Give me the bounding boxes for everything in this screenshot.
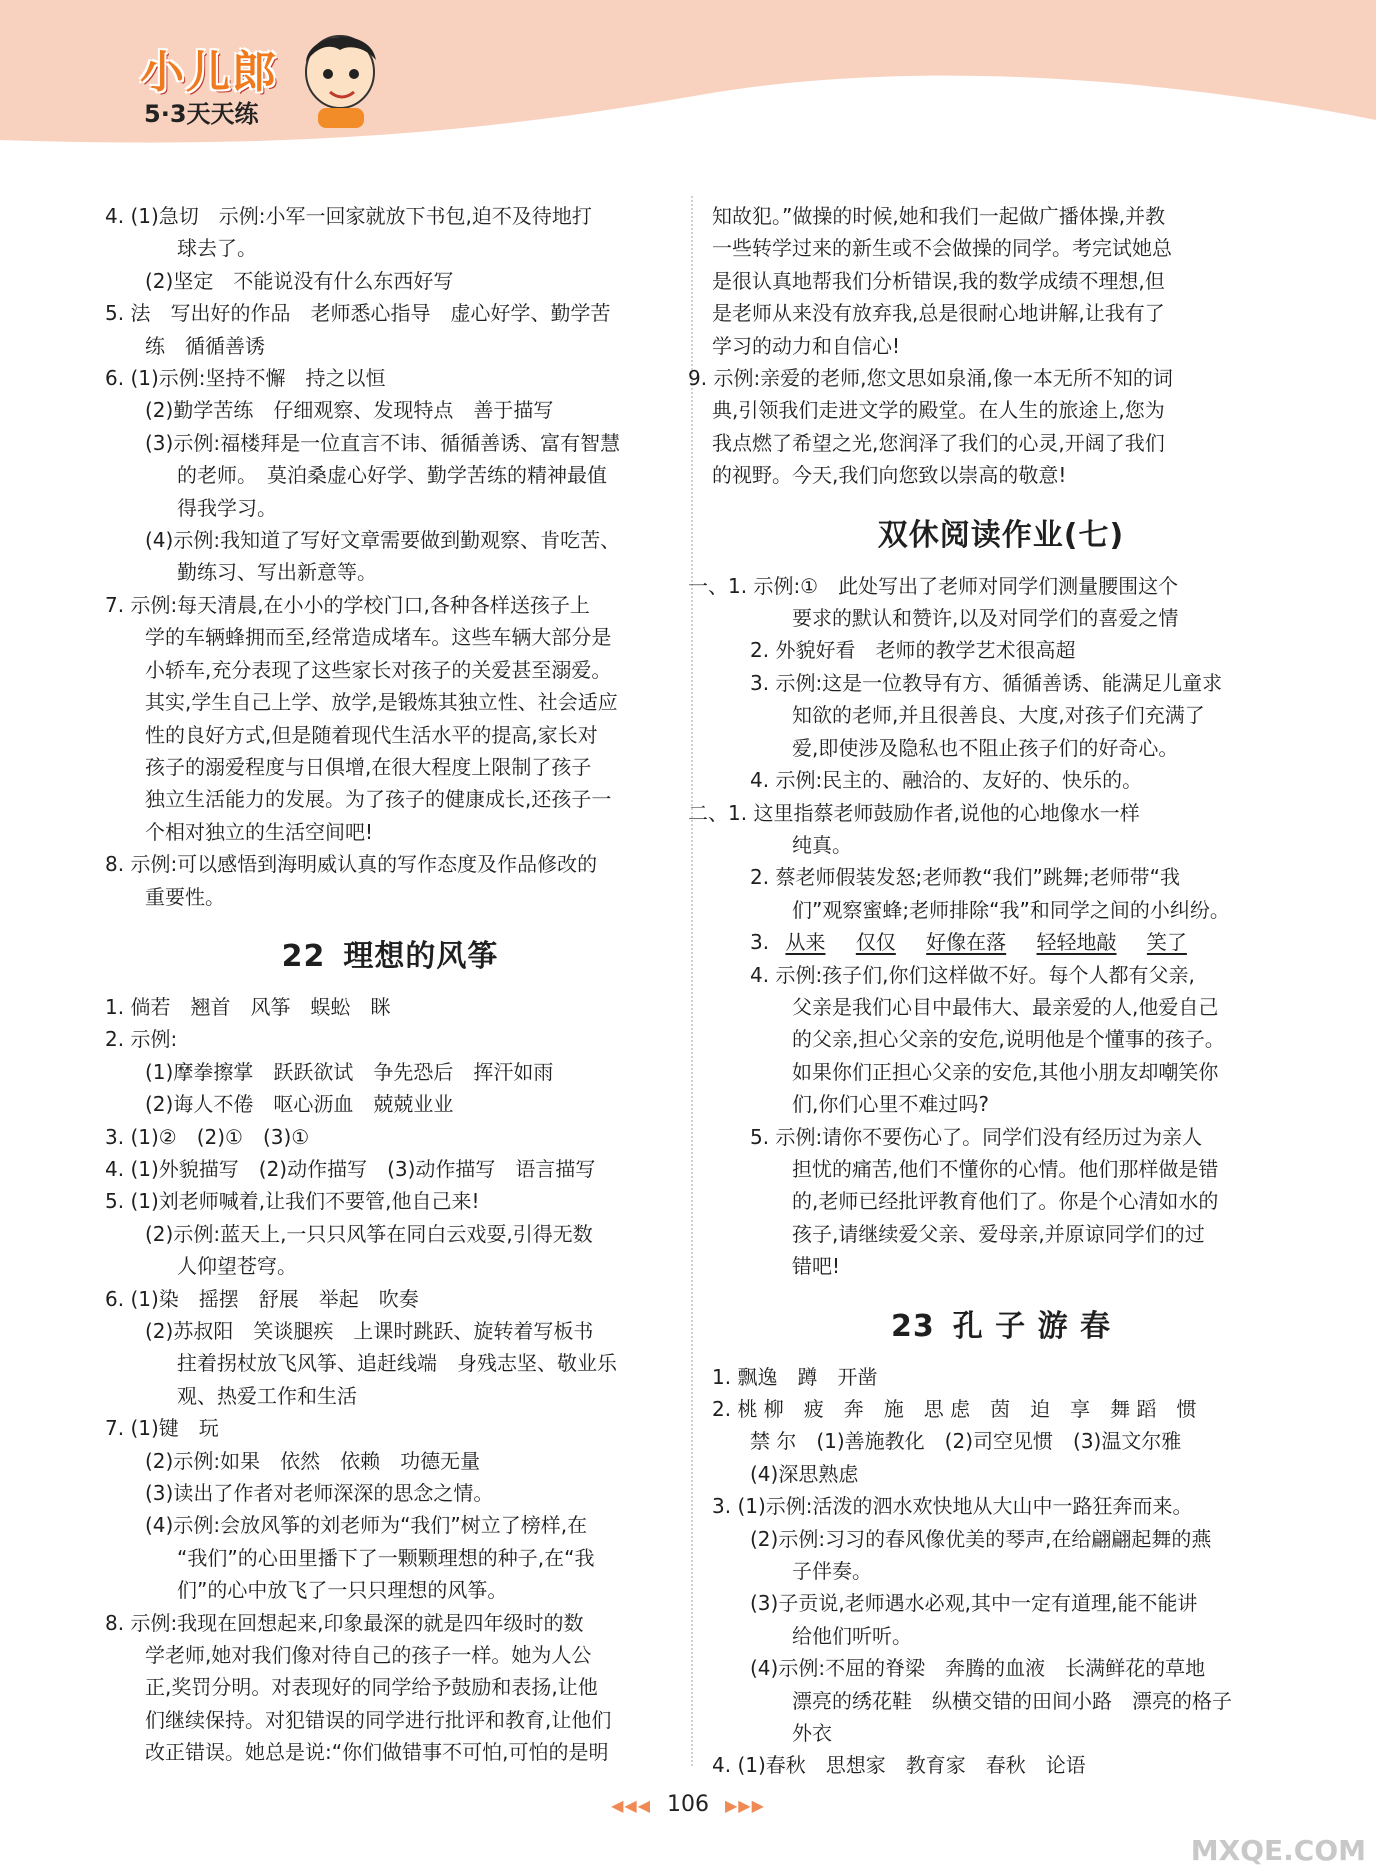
answer-4 [105,200,675,297]
answer-line: 们,你们心里不难过吗? [792,1092,989,1117]
answer-line: 4. (1)外貌描写 (2)动作描写 (3)动作描写 语言描写 [105,1156,596,1181]
answer-line: 4. 示例:孩子们,你们这样做不好。每个人都有父亲, [750,962,1195,987]
answer-8 [105,848,675,913]
answer-line: 们继续保持。对犯错误的同学进行批评和教育,让他们 [145,1707,612,1732]
answer-line: 担忧的痛苦,他们不懂你的心情。他们那样做是错 [792,1156,1219,1181]
answer-line: 练 循循善诱 [145,333,265,358]
answer-line: 父亲是我们心目中最伟大、最亲爱的人,他爱自己 [792,994,1219,1019]
mascot-boy-icon [290,20,390,130]
page-footer [0,1792,1376,1817]
answer-line: 7. (1)键 玩 [105,1416,219,1441]
answer-line: 5. (1)刘老师喊着,让我们不要管,他自己来! [105,1189,480,1214]
answer-line: 一些转学过来的新生或不会做操的同学。考完试她总 [712,236,1172,261]
answer-line: (3)子贡说,老师遇水必观,其中一定有道理,能不能讲 [750,1591,1198,1616]
answer-line: 观、热爱工作和生活 [177,1383,357,1408]
answer-number: 3. [750,930,770,955]
answer-line: 孩子,请继续爱父亲、爱母亲,并原谅同学们的过 [792,1221,1205,1246]
section-number: 22 [281,938,326,974]
answer-8 [105,1607,675,1769]
answer-line: (4)示例:会放风筝的刘老师为“我们”树立了榜样,在 [145,1513,588,1538]
answer-line: (4)示例:我知道了写好文章需要做到勤观察、肯吃苦、 [145,528,621,553]
answer-line: (1)摩拳擦掌 跃跃欲试 争先恐后 挥汗如雨 [145,1059,554,1084]
answer-line: 1. 倘若 翘首 风筝 蜈蚣 眯 [105,994,391,1019]
answer-line: 外衣 [792,1721,832,1746]
underlined-word: 轻轻地敲 [1036,930,1117,955]
answer-line: 学习的动力和自信心! [712,333,901,358]
answer-line: 学老师,她对我们像对待自己的孩子一样。她为人公 [145,1643,592,1668]
answer-6 [105,1283,675,1413]
left-arrows-icon: ◀◀◀ [611,1796,651,1815]
answer-line: 其实,学生自己上学、放学,是锻炼其独立性、社会适应 [145,690,618,715]
answer-line: 6. (1)染 摇摆 舒展 举起 吹奏 [105,1286,419,1311]
page-number: 106 [667,1792,709,1817]
answer-line: (2)苏叔阳 笑谈腿疾 上课时跳跃、旋转着写板书 [145,1319,594,1343]
answer-line: “我们”的心田里播下了一颗颗理想的种子,在“我 [177,1545,595,1570]
answer-8-continued [712,200,1290,362]
answer-line: (4)示例:不屈的脊梁 奔腾的血液 长满鲜花的草地 [750,1656,1206,1681]
answer-line: 球去了。 [177,236,257,261]
answer-line: 2. 示例: [105,1027,178,1052]
answer-line: 的视野。今天,我们向您致以崇高的敬意! [712,463,1067,488]
answer-line: 8. 示例:可以感悟到海明威认真的写作态度及作品修改的 [105,852,598,877]
answer-line: 我点燃了希望之光,您润泽了我们的心灵,开阔了我们 [712,430,1165,455]
reading-part-2 [688,797,1290,1283]
answer-7 [105,1412,675,1606]
answer-line: 3. 示例:这是一位教导有方、循循善诱、能满足儿童求 [750,670,1223,695]
answer-line: (2)示例:习习的春风像优美的琴声,在给翩翩起舞的燕 [750,1526,1212,1551]
answer-line: 的老师。 莫泊桑虚心好学、勤学苦练的精神最值 [177,463,607,488]
underlined-word: 从来 [785,930,826,955]
answer-line: 如果你们正担心父亲的安危,其他小朋友却嘲笑你 [792,1059,1219,1084]
answer-line: (2)诲人不倦 呕心沥血 兢兢业业 [145,1092,454,1117]
right-column [688,200,1290,1782]
answer-line: 的,老师已经批评教育他们了。你是个心清如水的 [792,1189,1219,1214]
answer-line: 纯真。 [792,832,852,857]
answer-line: 们”的心中放飞了一只只理想的风筝。 [177,1578,508,1603]
answer-line: 知欲的老师,并且很善良、大度,对孩子们充满了 [792,703,1205,728]
answer-line: 孩子的溺爱程度与日俱增,在很大程度上限制了孩子 [145,754,592,779]
answer-line: 是老师从来没有放弃我,总是很耐心地讲解,让我有了 [712,301,1165,326]
answer-line: 禁 尔 (1)善施教化 (2)司空见惯 (3)温文尔雅 [750,1429,1182,1454]
answer-line: (2)示例:如果 依然 依赖 功德无量 [145,1448,481,1473]
answer-line: 6. (1)示例:坚持不懈 持之以恒 [105,366,386,391]
answer-line: 2. 外貌好看 老师的教学艺术很高超 [750,638,1076,663]
answer-line: (3)示例:福楼拜是一位直言不讳、循循善诱、富有智慧 [145,430,621,455]
answer-line: (4)深思熟虑 [750,1461,859,1486]
answer-line: (2)坚定 不能说没有什么东西好写 [145,268,454,293]
answer-2 [105,1023,675,1120]
answer-line: 小轿车,充分表现了这些家长对孩子的关爱甚至溺爱。 [145,657,612,682]
answer-line: 独立生活能力的发展。为了孩子的健康成长,还孩子一 [145,787,612,812]
lesson-23-answers [712,1361,1290,1782]
answer-line: 重要性。 [145,884,225,909]
answer-line: 知故犯。”做操的时候,她和我们一起做广播体操,并教 [712,204,1166,228]
answer-line: 是很认真地帮我们分析错误,我的数学成绩不理想,但 [712,268,1165,293]
column-divider [691,196,693,1766]
left-column [105,200,675,1769]
answer-line-underlined [712,926,1290,958]
answer-line: (3)读出了作者对老师深深的思念之情。 [145,1481,494,1506]
answer-line: 要求的默认和赞许,以及对同学们的喜爱之情 [792,606,1179,631]
answer-line: 4. (1)春秋 思想家 教育家 春秋 论语 [712,1753,1086,1778]
answer-line: 学的车辆蜂拥而至,经常造成堵车。这些车辆大部分是 [145,625,612,650]
answer-line: 个相对独立的生活空间吧! [145,819,374,844]
reading-part-1 [688,570,1290,797]
answer-line: 得我学习。 [177,495,277,520]
logo-subtitle: 5·3天天练 [144,100,259,128]
answer-line: 错吧! [792,1254,841,1279]
answer-line: 8. 示例:我现在回想起来,印象最深的就是四年级时的数 [105,1610,584,1635]
answer-line: 1. 飘逸 蹲 开凿 [712,1364,878,1389]
watermark: MXQE.COM [1190,1834,1366,1867]
answer-line: 改正错误。她总是说:“你们做错事不可怕,可怕的是明 [145,1740,609,1765]
section-name: 理想的风筝 [343,938,499,974]
answer-line: 正,奖罚分明。对表现好的同学给予鼓励和表扬,让他 [145,1675,598,1700]
answer-line: 人仰望苍穹。 [177,1254,297,1279]
answer-line: 子伴奏。 [792,1559,872,1584]
right-arrows-icon: ▶▶▶ [725,1796,765,1815]
answer-line: 2. 蔡老师假装发怒;老师教“我们”跳舞;老师带“我 [750,865,1180,890]
answer-line: 4. 示例:民主的、融洽的、友好的、快乐的。 [750,768,1143,793]
section-title-reading: 双休阅读作业(七) [877,517,1125,553]
answer-line: 5. 示例:请你不要伤心了。同学们没有经历过为亲人 [750,1124,1203,1149]
answer-line: 4. (1)急切 示例:小军一回家就放下书包,迫不及待地打 [105,204,592,228]
answer-6 [105,362,675,589]
answer-line: 的父亲,担心父亲的安危,说明他是个懂事的孩子。 [792,1027,1225,1052]
answer-line: 二、1. 这里指蔡老师鼓励作者,说他的心地像水一样 [688,800,1140,825]
underlined-word: 笑了 [1146,930,1187,955]
section-name: 孔 子 游 春 [952,1308,1112,1344]
answer-line: 拄着拐杖放飞风筝、追赶线端 身残志坚、敬业乐 [177,1351,617,1376]
logo-title: 小儿郎 [140,47,278,98]
answer-line: 2. 桃 柳 疲 奔 施 思 虑 茵 迫 享 舞 蹈 惯 [712,1397,1197,1421]
answer-9 [688,362,1290,492]
section-title-23 [712,1305,1290,1349]
answer-line: 3. (1)示例:活泼的泗水欢快地从大山中一路狂奔而来。 [712,1494,1193,1519]
answer-line: 漂亮的绣花鞋 纵横交错的田间小路 漂亮的格子 [792,1688,1232,1713]
section-number: 23 [890,1308,935,1344]
answer-line: 性的良好方式,但是随着现代生活水平的提高,家长对 [145,722,598,747]
section-title-22 [105,935,675,979]
answer-7 [105,589,675,848]
answer-line: 给他们听听。 [792,1623,912,1648]
answer-line: 7. 示例:每天清晨,在小小的学校门口,各种各样送孩子上 [105,592,590,617]
underlined-word: 仅仅 [855,930,896,955]
answer-line: 一、1. 示例:① 此处写出了老师对同学们测量腰围这个 [688,573,1179,598]
answer-line: 9. 示例:亲爱的老师,您文思如泉涌,像一本无所不知的词 [688,366,1173,391]
answer-line: 们”观察蜜蜂;老师排除“我”和同学之间的小纠纷。 [792,897,1230,922]
answer-5 [105,297,675,362]
answer-line: 5. 法 写出好的作品 老师悉心指导 虚心好学、勤学苦 [105,301,611,326]
answer-line: 勤练习、写出新意等。 [177,560,377,585]
answer-line: (2)勤学苦练 仔细观察、发现特点 善于描写 [145,398,554,423]
answer-line: 爱,即使涉及隐私也不阻止孩子们的好奇心。 [792,735,1179,760]
answer-5 [105,1185,675,1282]
answer-line: 3. (1)② (2)① (3)① [105,1124,310,1149]
answer-line: 典,引领我们走进文学的殿堂。在人生的旅途上,您为 [712,398,1165,423]
answer-line: (2)示例:蓝天上,一只只风筝在同白云戏耍,引得无数 [145,1221,593,1246]
underlined-word: 好像在落 [926,930,1007,955]
